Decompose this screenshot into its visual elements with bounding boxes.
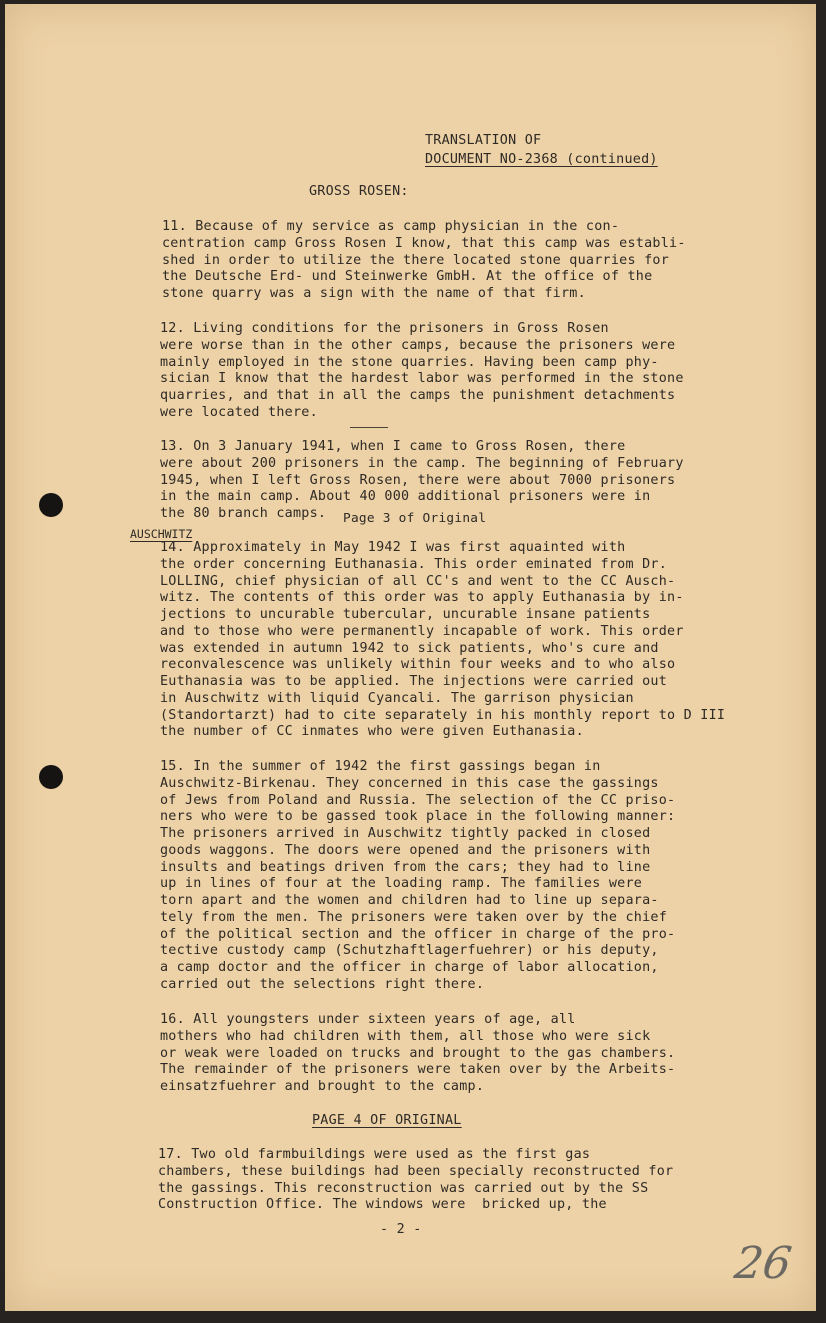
paragraph-14: 14. Approximately in May 1942 I was first aquainted with the order concerning Euthanasia. This order eminated from Dr. LOLLING, chief physician of all CC's and went to the CC Ausch- witz. The contents of this order was to apply Euthanasia by in- jections to uncurable tubercular, uncurable insane patients and to those who were permanently incapable of work. This order was extended in autumn 1942 to sick patients, who's cure and reconvalescence was unlikely within four weeks and to who also Euthanasia was to be applied. The injections were carried out in Auschwitz with liquid Cyancali. The garrison physician (Standortarzt) had to cite separately in his monthly report to D III the number of CC inmates who were given Euthanasia. (160, 540, 726, 740)
original-page-marker: PAGE 4 OF ORIGINAL (312, 1113, 462, 1128)
header-title: TRANSLATION OF (425, 133, 542, 148)
stray-mark (350, 427, 388, 428)
archive-page-number: 26 (731, 1238, 795, 1289)
section-heading-auschwitz: AUSCHWITZ (130, 527, 193, 541)
paragraph-12: 12. Living conditions for the prisoners in Gross Rosen were worse than in the other camps, because the prisoners were mainly employed in the stone quarries. Having been camp phy- sician I know that the hardest labor was performed in the stone quarries, and that in all the camps the punishment detachments were located there. (160, 321, 684, 420)
original-page-marker: Page 3 of Original (343, 511, 487, 526)
paragraph-17: 17. Two old farmbuildings were used as the first gas chambers, these buildings had been specially reconstructed for the gassings. This reconstruction was carried out by the SS Construction Office. The windows were bricked up, the (158, 1147, 674, 1213)
page-footer: - 2 - (380, 1222, 422, 1237)
paragraph-11: 11. Because of my service as camp physician in the con- centration camp Gross Rosen I know, that this camp was establi- shed in order to utilize the there located stone quarries for the Deutsche Erd- und Steinwerke GmbH. At the office of the stone quarry was a sign with the name of that firm. (162, 219, 686, 301)
punch-hole-icon (39, 493, 63, 517)
paragraph-16: 16. All youngsters under sixteen years of age, all mothers who had children with them, all those who were sick or weak were loaded on trucks and brought to the gas chambers. The remainder of the prisoners were taken over by the Arbeits- einsatzfuehrer and brought to the camp. (160, 1012, 676, 1094)
paragraph-13: 13. On 3 January 1941, when I came to Gross Rosen, there were about 200 prisoners in the camp. The beginning of February 1945, when I left Gross Rosen, there were about 7000 prisoners in the main camp. About 40 000 additional prisoners were in the 80 branch camps. (160, 439, 684, 521)
punch-hole-icon (39, 765, 63, 789)
section-heading-gross-rosen: GROSS ROSEN: (309, 184, 409, 199)
paragraph-15: 15. In the summer of 1942 the first gassings began in Auschwitz-Birkenau. They concerned in this case the gassings of Jews from Poland and Russia. The selection of the CC priso- ners who were to be gassed took place in the following manner: The prisoners arrived in Auschwitz tightly packed in closed goods waggons. The doors were opened and the prisoners with insults and beatings driven from the cars; they had to line up in lines of four at the loading ramp. The families were torn apart and the women and children had to line up separa- tely from the men. The prisoners were taken over by the chief of the political section and the officer in charge of the pro- tective custody camp (Schutzhaftlagerfuehrer) or his deputy, a camp doctor and the officer in charge of labor allocation, carried out the selections right there. (160, 759, 676, 992)
header-document-number: DOCUMENT NO-2368 (continued) (425, 152, 658, 167)
